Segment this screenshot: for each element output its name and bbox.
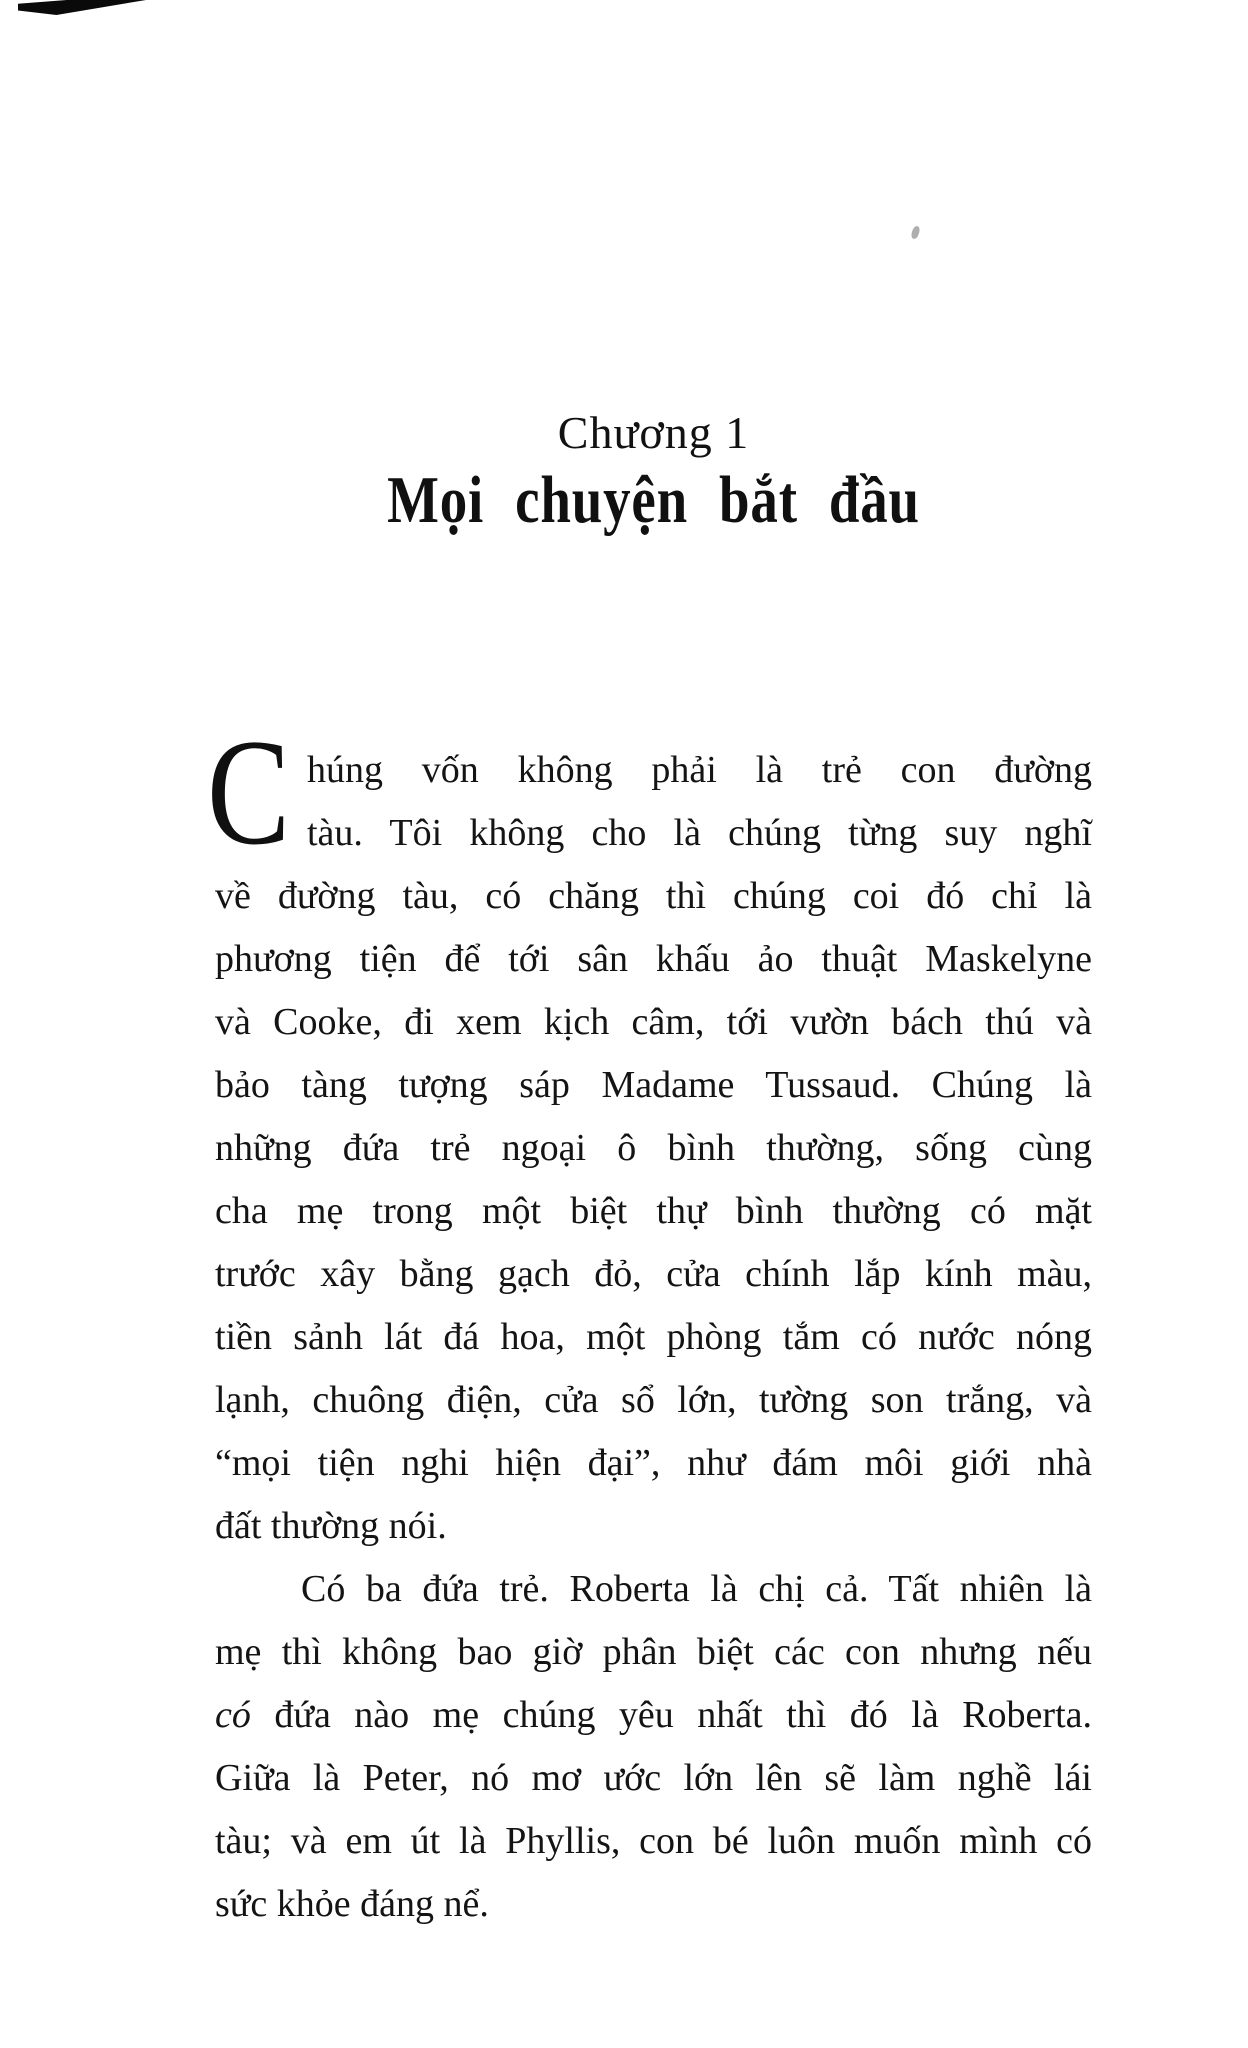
drop-cap-letter: C: [207, 708, 291, 876]
text-line: về đường tàu, có chăng thì chúng coi đó chỉ là: [215, 875, 1092, 917]
scan-speck-artifact: [910, 225, 921, 240]
text-line: những đứa trẻ ngoại ô bình thường, sống cùng: [215, 1127, 1092, 1169]
body-text: [215, 739, 1092, 1936]
text-line: tiền sảnh lát đá hoa, một phòng tắm có nước nóng: [215, 1316, 1092, 1358]
text-line: Giữa là Peter, nó mơ ước lớn lên sẽ làm nghề lái: [215, 1757, 1092, 1799]
scan-corner-artifact: [18, 0, 146, 15]
text-line: bảo tàng tượng sáp Madame Tussaud. Chúng là: [215, 1064, 1092, 1106]
italic-word: có: [215, 1694, 251, 1736]
text-line: tàu; và em út là Phyllis, con bé luôn muốn mình có: [215, 1820, 1092, 1862]
text-line: lạnh, chuông điện, cửa sổ lớn, tường son trắng, và: [215, 1379, 1092, 1421]
text-line: đất thường nói.: [215, 1505, 447, 1547]
text-line: trước xây bằng gạch đỏ, cửa chính lắp kính màu,: [215, 1253, 1092, 1295]
chapter-title: Mọi chuyện bắt đầu: [387, 463, 920, 537]
text-line: phương tiện để tới sân khấu ảo thuật Maskelyne: [215, 938, 1092, 980]
text-line: cha mẹ trong một biệt thự bình thường có mặt: [215, 1190, 1092, 1232]
text-line: tàu. Tôi không cho là chúng từng suy nghĩ: [307, 812, 1092, 854]
text-line: Có ba đứa trẻ. Roberta là chị cả. Tất nhiên là: [301, 1568, 1092, 1610]
text-line: “mọi tiện nghi hiện đại”, như đám môi giới nhà: [215, 1442, 1092, 1484]
text-line: sức khỏe đáng nể.: [215, 1883, 489, 1925]
text-line: húng vốn không phải là trẻ con đường: [307, 749, 1092, 791]
text-line: và Cooke, đi xem kịch câm, tới vườn bách thú và: [215, 1001, 1092, 1043]
chapter-label: Chương 1: [557, 407, 750, 458]
text-line: có đứa nào mẹ chúng yêu nhất thì đó là Roberta.: [215, 1694, 1092, 1736]
text-line: mẹ thì không bao giờ phân biệt các con nhưng nếu: [215, 1631, 1092, 1673]
